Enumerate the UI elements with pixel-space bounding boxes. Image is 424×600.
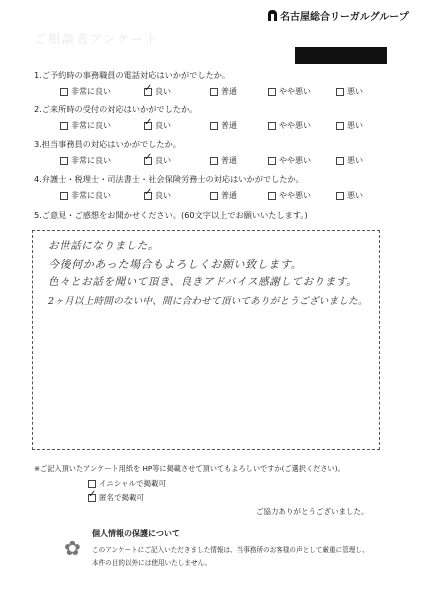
checkbox-checked[interactable] [144, 157, 152, 165]
consent-option-anonymous[interactable]: ✓ 匿名で掲載可 [88, 492, 144, 503]
q2-option-bad[interactable]: 悪い [336, 120, 363, 131]
checkbox[interactable] [60, 157, 68, 165]
consent-question: ※ご記入頂いたアンケート用紙を HP等に掲載させて頂いてもよろしいですか(ご選択ください)。 [34, 464, 345, 473]
thanks-text: ご協力ありがとうございました。 [256, 507, 369, 516]
checkbox-checked[interactable] [144, 122, 152, 130]
redaction-bar [295, 47, 387, 64]
comment-line-4: 2ヶ月以上時間のない中、間に合わせて頂いてありがとうございました。 [48, 296, 368, 307]
checkbox[interactable] [210, 88, 218, 96]
question-4-options [60, 190, 363, 201]
checkbox[interactable] [336, 192, 344, 200]
logo-mark-icon [268, 10, 277, 21]
company-logo [268, 8, 409, 23]
question-1-options [60, 86, 363, 97]
q4-option-average[interactable]: 普通 [210, 190, 268, 201]
comment-line-3: 色々とお話を聞いて頂き、良きアドバイス感謝しております。 [48, 276, 358, 288]
q3-option-very-good[interactable]: 非常に良い [60, 155, 144, 166]
q2-option-average[interactable]: 普通 [210, 120, 268, 131]
consent-option-initials[interactable]: イニシャルで掲載可 [88, 478, 166, 489]
q4-option-very-good[interactable]: 非常に良い [60, 190, 144, 201]
checkbox[interactable] [268, 192, 276, 200]
question-1-label: 1.ご予約時の事務職員の電話対応はいかがでしたか。 [34, 70, 231, 80]
checkbox[interactable] [268, 157, 276, 165]
checkbox[interactable] [336, 88, 344, 96]
q3-option-somewhat-bad[interactable]: やや悪い [268, 155, 336, 166]
privacy-title: 個人情報の保護について [92, 529, 180, 538]
question-3-label: 3.担当事務員の対応はいかがでしたか。 [34, 139, 181, 149]
q4-option-somewhat-bad[interactable]: やや悪い [268, 190, 336, 201]
checkbox[interactable] [60, 88, 68, 96]
checkbox[interactable] [268, 122, 276, 130]
checkbox[interactable] [60, 192, 68, 200]
checkbox[interactable] [210, 157, 218, 165]
checkbox-checked[interactable] [144, 88, 152, 96]
q1-option-average[interactable]: 普通 [210, 86, 268, 97]
q4-option-bad[interactable]: 悪い [336, 190, 363, 201]
checkbox-checked[interactable] [144, 192, 152, 200]
privacy-line-1: このアンケートにご記入いただきました情報は、当事務所のお客様の声として厳重に管理し、 [92, 546, 369, 554]
q4-option-good[interactable]: ✓ 良い [144, 190, 210, 201]
q1-option-somewhat-bad[interactable]: やや悪い [268, 86, 336, 97]
question-2-options [60, 120, 363, 131]
q2-option-very-good[interactable]: 非常に良い [60, 120, 144, 131]
logo-text: 名古屋総合リーガルグループ [280, 12, 409, 23]
checkbox[interactable] [210, 122, 218, 130]
checkbox[interactable] [336, 157, 344, 165]
checkbox[interactable] [210, 192, 218, 200]
privacy-line-2: 本件の目的以外には使用いたしません。 [92, 559, 212, 567]
checkbox-checked[interactable] [88, 494, 96, 502]
question-4-label: 4.弁護士・税理士・司法書士・社会保険労務士の対応はいかがでしたか。 [34, 174, 304, 184]
comment-line-2: 今後何かあった場合もよろしくお願い致します。 [48, 258, 303, 271]
flower-icon: ✿ [64, 536, 81, 560]
q2-option-somewhat-bad[interactable]: やや悪い [268, 120, 336, 131]
q1-option-good[interactable]: ✓ 良い [144, 86, 210, 97]
comment-line-1: お世話になりました。 [48, 240, 159, 252]
checkbox[interactable] [60, 122, 68, 130]
q3-option-bad[interactable]: 悪い [336, 155, 363, 166]
checkbox[interactable] [88, 480, 96, 488]
q1-option-very-good[interactable]: 非常に良い [60, 86, 144, 97]
question-2-label: 2.ご来所時の受付の対応はいかがでしたか。 [34, 104, 198, 114]
checkbox[interactable] [336, 122, 344, 130]
q1-option-bad[interactable]: 悪い [336, 86, 363, 97]
q2-option-good[interactable]: ✓ 良い [144, 120, 210, 131]
q3-option-average[interactable]: 普通 [210, 155, 268, 166]
page-title: ご相談者アンケート [34, 32, 160, 46]
checkbox[interactable] [268, 88, 276, 96]
question-3-options [60, 155, 363, 166]
q3-option-good[interactable]: ✓ 良い [144, 155, 210, 166]
question-5-label: 5.ご意見・ご感想をお聞かせください。(60文字以上でお願いいたします。) [34, 210, 308, 220]
